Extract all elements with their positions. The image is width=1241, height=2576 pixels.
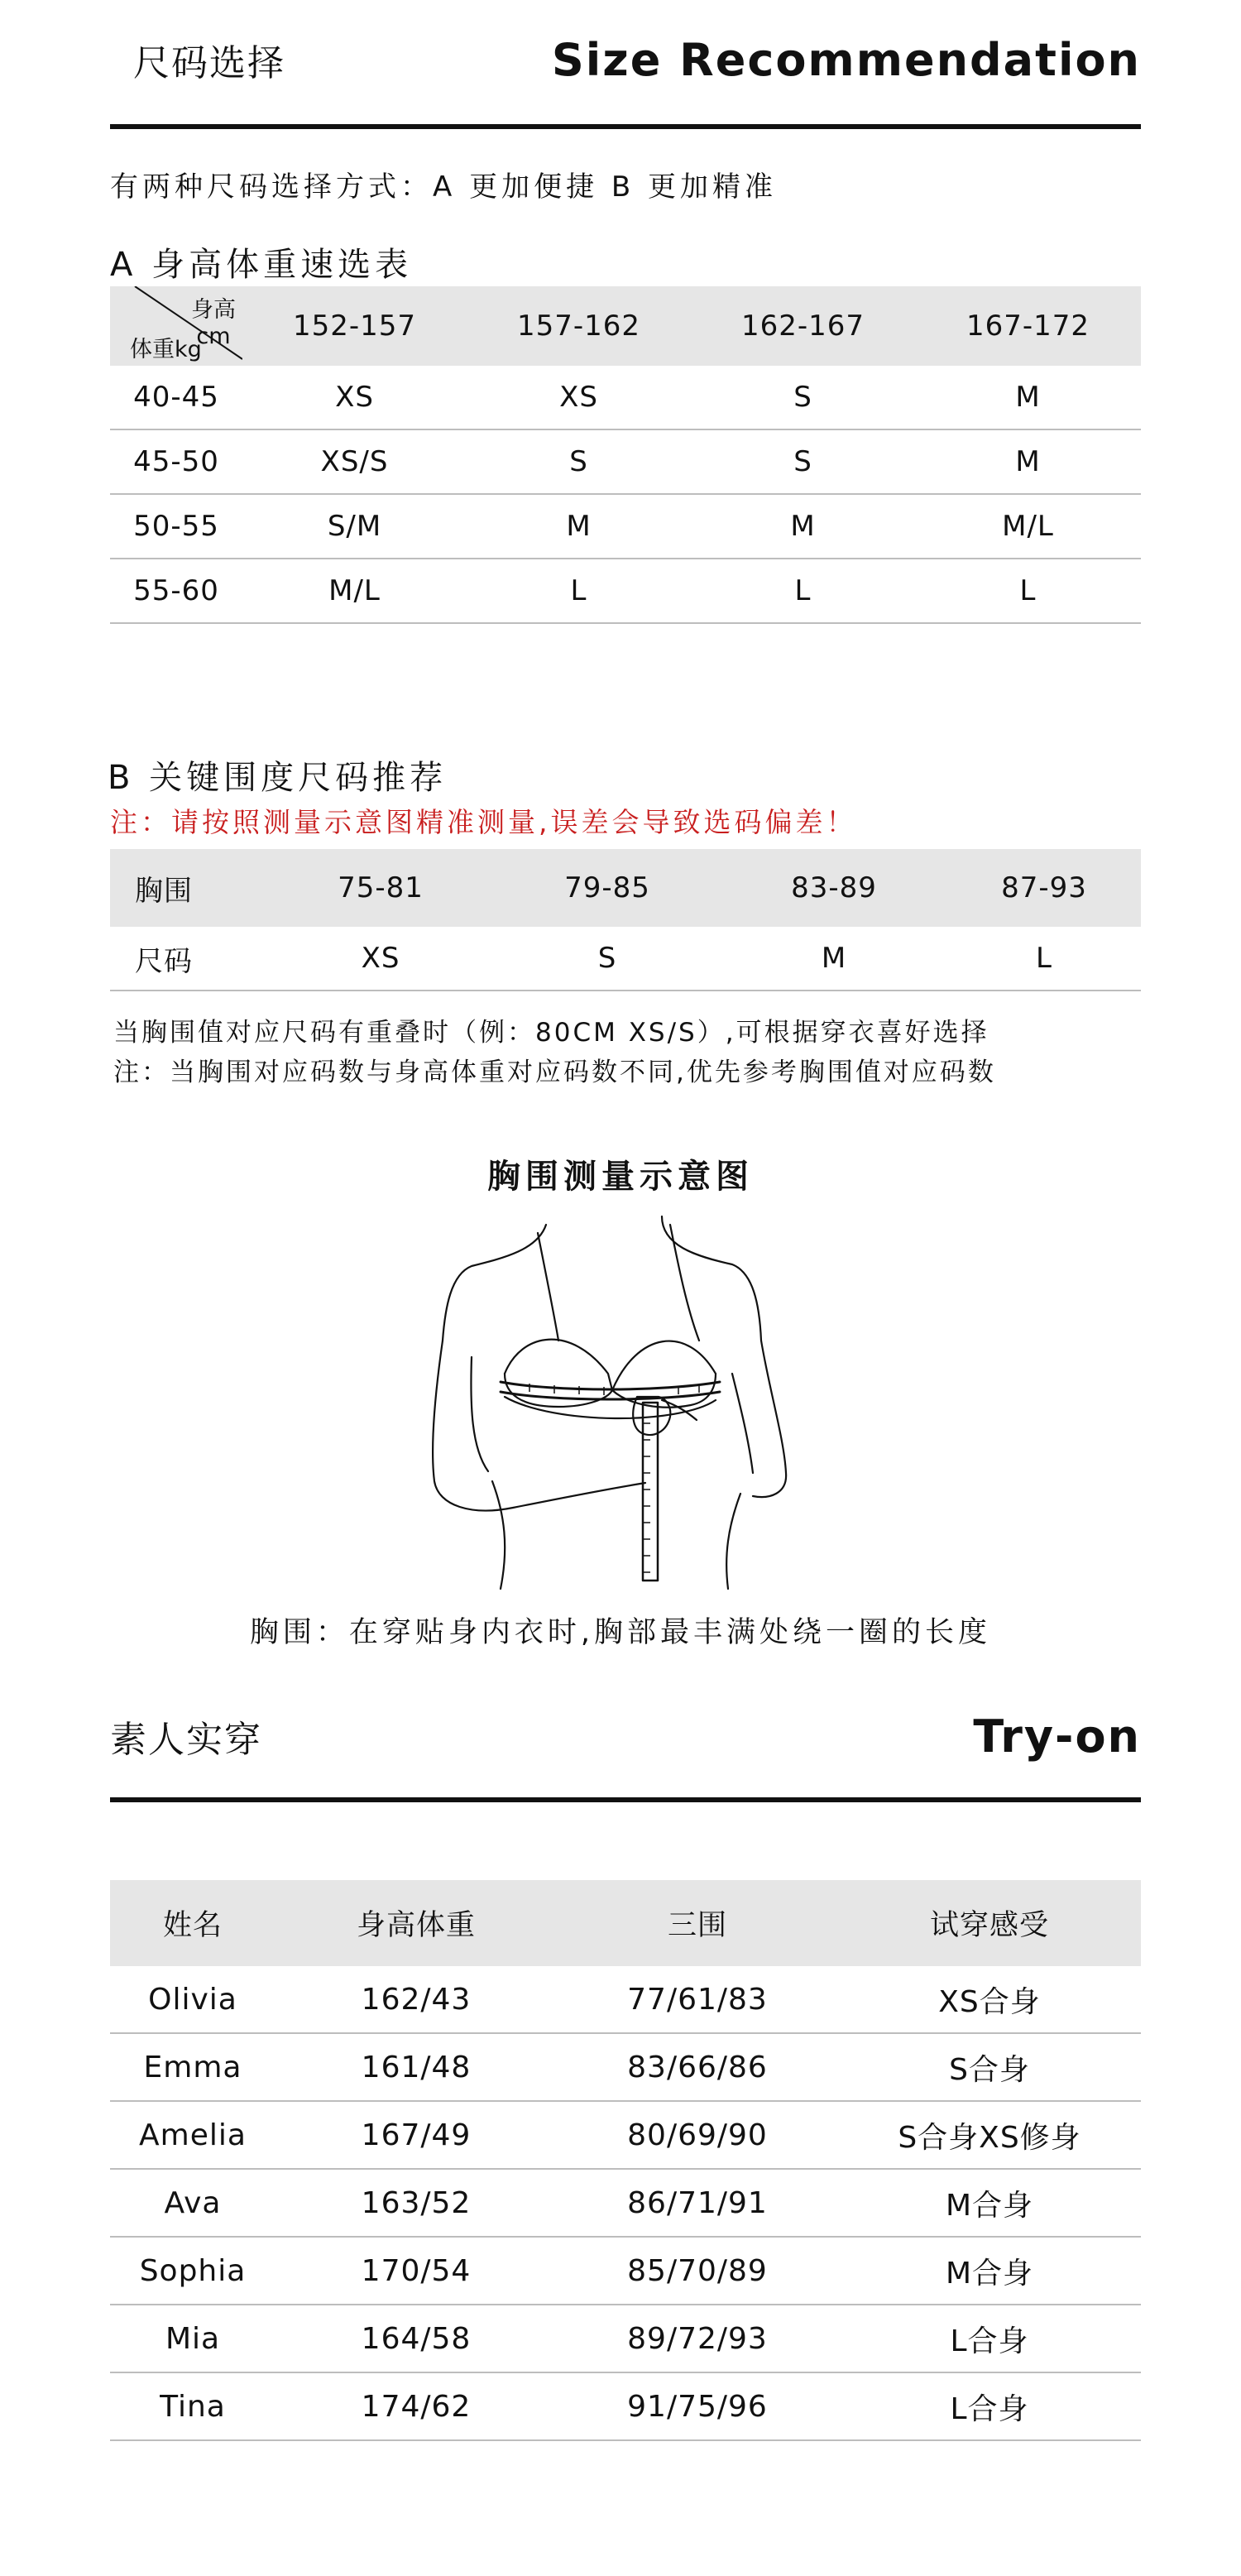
size-cell: S/M <box>242 494 467 559</box>
bust-range: 75-81 <box>338 871 424 904</box>
tryon-header-row <box>110 1880 1141 1966</box>
bust-range: 83-89 <box>791 871 877 904</box>
size-label: 尺码 <box>110 927 267 991</box>
bust-size-table <box>110 849 1141 991</box>
bust-row <box>110 849 1141 927</box>
measurements: 80/69/90 <box>557 2101 838 2169</box>
fit-feedback: XS合身 <box>838 1966 1141 2033</box>
height-weight: 164/58 <box>276 2305 557 2372</box>
intro-text: 有两种尺码选择方式：A 更加便捷 B 更加精准 <box>110 170 778 204</box>
section-a-title: A 身高体重速选表 <box>110 246 413 284</box>
height-weight: 161/48 <box>276 2033 557 2101</box>
table-row <box>110 2372 1141 2440</box>
measurements: 89/72/93 <box>557 2305 838 2372</box>
bust-range: 79-85 <box>564 871 650 904</box>
diagram-caption: 胸围：在穿贴身内衣时,胸部最丰满处绕一圈的长度 <box>249 1616 992 1649</box>
size-cell: XS <box>267 927 494 991</box>
height-range: 167-172 <box>965 309 1090 343</box>
table-row <box>110 559 1141 623</box>
table-row <box>110 2169 1141 2237</box>
size-row <box>110 927 1141 991</box>
height-range: 152-157 <box>292 309 417 343</box>
size-cell: S <box>494 927 721 991</box>
tester-name: Tina <box>110 2372 276 2440</box>
table-row <box>110 2033 1141 2101</box>
corner-cell <box>110 286 242 366</box>
tryon-header-cn: 素人实穿 <box>110 1719 262 1761</box>
column-header: 身高体重 <box>356 1909 476 1942</box>
fit-feedback: S合身XS修身 <box>838 2101 1141 2169</box>
height-weight: 170/54 <box>276 2237 557 2305</box>
size-cell: M/L <box>242 559 467 623</box>
weight-range: 45-50 <box>110 429 242 494</box>
size-cell: XS/S <box>242 429 467 494</box>
size-cell: XS <box>242 366 467 429</box>
height-weight: 174/62 <box>276 2372 557 2440</box>
table-row <box>110 1966 1141 2033</box>
weight-range: 40-45 <box>110 366 242 429</box>
diagram-title: 胸围测量示意图 <box>487 1158 754 1196</box>
size-cell: S <box>467 429 691 494</box>
height-weight: 162/43 <box>276 1966 557 2033</box>
height-weight: 163/52 <box>276 2169 557 2237</box>
size-cell: M <box>915 366 1141 429</box>
size-section-header <box>110 18 1141 101</box>
height-range: 157-162 <box>516 309 641 343</box>
bust-range: 87-93 <box>1001 871 1087 904</box>
size-cell: S <box>691 429 915 494</box>
fit-feedback: M合身 <box>838 2237 1141 2305</box>
height-header-row <box>110 286 1141 366</box>
measurements: 86/71/91 <box>557 2169 838 2237</box>
tryon-header-rule <box>110 1797 1141 1802</box>
table-row <box>110 366 1141 429</box>
table-row <box>110 2237 1141 2305</box>
corner-weight-label: 体重kg <box>130 337 202 362</box>
fit-feedback: L合身 <box>838 2372 1141 2440</box>
bust-label: 胸围 <box>135 874 193 908</box>
tester-name: Sophia <box>110 2237 276 2305</box>
height-weight-table <box>110 286 1141 624</box>
tester-name: Amelia <box>110 2101 276 2169</box>
table-row <box>110 2305 1141 2372</box>
size-header-rule <box>110 124 1141 129</box>
measurements: 85/70/89 <box>557 2237 838 2305</box>
size-cell: M <box>691 494 915 559</box>
tryon-header-en: Try-on <box>973 1710 1141 1763</box>
fit-feedback: L合身 <box>838 2305 1141 2372</box>
size-cell: M/L <box>915 494 1141 559</box>
table-row <box>110 429 1141 494</box>
size-cell: XS <box>467 366 691 429</box>
measurements: 91/75/96 <box>557 2372 838 2440</box>
tester-name: Olivia <box>110 1966 276 2033</box>
size-header-cn: 尺码选择 <box>133 42 285 84</box>
tryon-table <box>110 1880 1141 2441</box>
fit-feedback: S合身 <box>838 2033 1141 2101</box>
tester-name: Emma <box>110 2033 276 2101</box>
measurement-warning: 注：请按照测量示意图精准测量,误差会导致选码偏差！ <box>110 806 857 838</box>
size-cell: M <box>721 927 947 991</box>
height-weight: 167/49 <box>276 2101 557 2169</box>
tryon-section-header <box>110 1695 1141 1777</box>
corner-height-label: 身高cm <box>191 297 236 349</box>
size-cell: L <box>467 559 691 623</box>
tester-name: Ava <box>110 2169 276 2237</box>
table-row <box>110 494 1141 559</box>
size-cell: M <box>467 494 691 559</box>
section-b-title: B 关键围度尺码推荐 <box>108 759 448 797</box>
size-header-en: Size Recommendation <box>551 33 1141 86</box>
size-cell: L <box>915 559 1141 623</box>
bust-measurement-illustration <box>414 1208 827 1597</box>
column-header: 姓名 <box>162 1909 223 1942</box>
size-cell: L <box>947 927 1141 991</box>
weight-range: 50-55 <box>110 494 242 559</box>
table-row <box>110 2101 1141 2169</box>
weight-range: 55-60 <box>110 559 242 623</box>
tester-name: Mia <box>110 2305 276 2372</box>
fit-feedback: M合身 <box>838 2169 1141 2237</box>
column-header: 试穿感受 <box>929 1909 1049 1942</box>
measurements: 77/61/83 <box>557 1966 838 2033</box>
column-header: 三围 <box>667 1909 727 1942</box>
priority-note: 注：当胸围对应码数与身高体重对应码数不同,优先参考胸围值对应码数 <box>113 1058 996 1087</box>
height-range: 162-167 <box>740 309 865 343</box>
size-cell: M <box>915 429 1141 494</box>
size-cell: L <box>691 559 915 623</box>
size-cell: S <box>691 366 915 429</box>
measurements: 83/66/86 <box>557 2033 838 2101</box>
overlap-note: 当胸围值对应尺码有重叠时（例：80CM XS/S）,可根据穿衣喜好选择 <box>113 1018 989 1048</box>
